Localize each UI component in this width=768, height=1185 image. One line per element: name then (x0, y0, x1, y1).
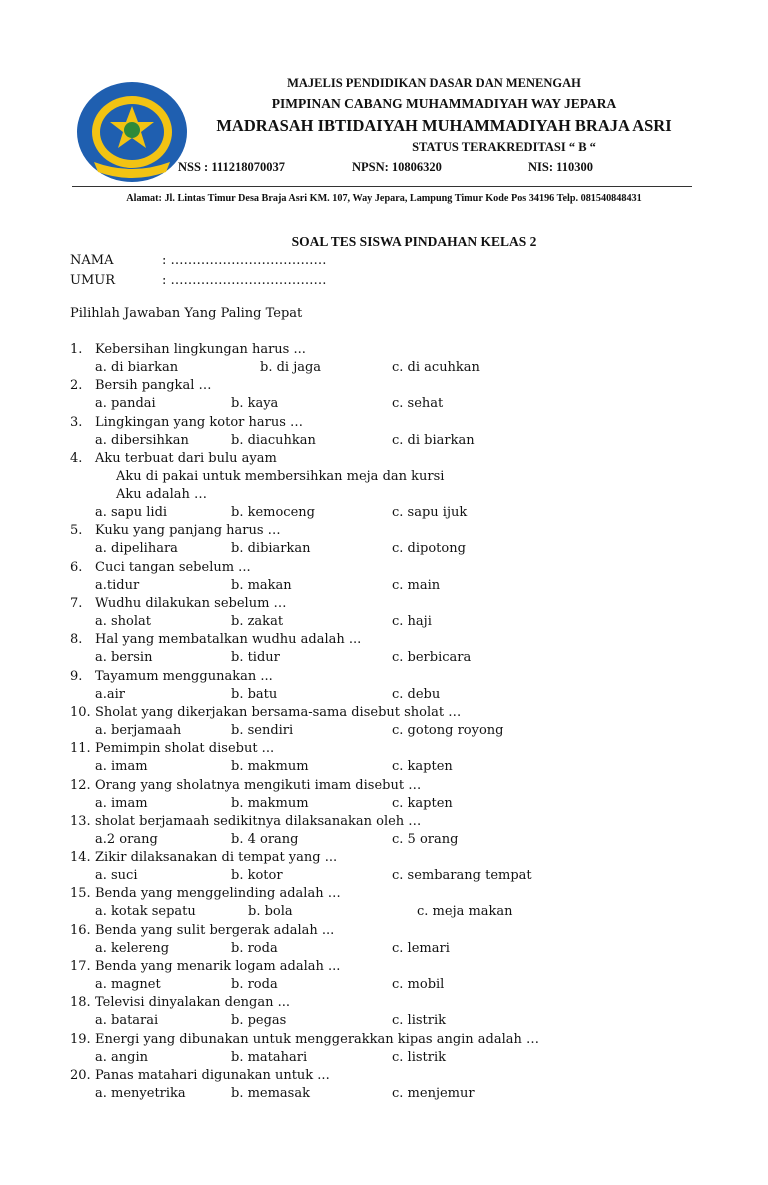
option-c: c. sembarang tempat (392, 868, 532, 884)
question (70, 778, 710, 814)
option-c: c. 5 orang (392, 831, 459, 847)
option-a: a. dipelihara (95, 541, 178, 557)
option-b: b. memasak (231, 1085, 310, 1101)
question-number: 12. (70, 777, 91, 793)
option-a: a. di biarkan (95, 360, 179, 375)
question (70, 1032, 710, 1068)
question (70, 342, 710, 378)
option-b: b. zakat (231, 614, 284, 630)
option-c: c. di biarkan (392, 432, 475, 448)
letterhead (0, 0, 768, 230)
question-number: 3. (70, 414, 83, 430)
question-text: Aku terbuat dari bulu ayam (95, 450, 277, 466)
question-number: 6. (70, 559, 83, 575)
question-text: Cuci tangan sebelum ... (95, 559, 251, 575)
option-c: c. di acuhkan (392, 360, 480, 375)
question-number: 17. (70, 959, 91, 975)
question-text: Wudhu dilakukan sebelum … (95, 596, 287, 612)
nss: NSS : 111218070037 (178, 160, 285, 174)
option-c: c. listrik (392, 1013, 447, 1029)
question-text: Tayamum menggunakan ... (95, 668, 273, 684)
question-text: Panas matahari digunakan untuk ... (95, 1067, 330, 1083)
header-rule (72, 186, 692, 187)
option-c: c. kapten (392, 795, 453, 811)
option-c: c. kapten (392, 759, 453, 775)
question (70, 923, 710, 959)
option-a: a. imam (95, 759, 148, 775)
question-number: 11. (70, 741, 91, 757)
question-text: Lingkingan yang kotor harus … (95, 414, 304, 430)
question-number: 14. (70, 850, 91, 866)
option-a: a.air (95, 686, 126, 702)
question-text: Energi yang dibunakan untuk menggerakkan kipas angin adalah … (95, 1031, 540, 1047)
question-text: Hal yang membatalkan wudhu adalah ... (95, 632, 362, 648)
school-ids (0, 160, 768, 176)
option-c: c. haji (392, 614, 432, 630)
option-a: a. suci (95, 868, 138, 884)
question (70, 560, 710, 596)
question-number: 18. (70, 995, 91, 1011)
question-text: sholat berjamaah sedikitnya dilaksanakan oleh … (95, 813, 422, 829)
question-number: 16. (70, 922, 91, 938)
option-b: b. makan (231, 577, 292, 593)
option-a: a. imam (95, 795, 148, 811)
option-b: b. di jaga (260, 360, 322, 375)
question-list (70, 342, 710, 1104)
name-blank: : ……………………………… (162, 253, 327, 268)
option-a: a. angin (95, 1049, 148, 1065)
option-c: c. berbicara (392, 650, 472, 666)
instruction: Pilihlah Jawaban Yang Paling Tepat (70, 306, 303, 321)
option-c: c. menjemur (392, 1085, 475, 1101)
question-number: 19. (70, 1031, 91, 1047)
option-c: c. meja makan (417, 904, 513, 920)
option-b: b. dibiarkan (231, 541, 311, 557)
option-c: c. dipotong (392, 541, 466, 557)
age-blank: : ……………………………… (162, 273, 327, 288)
question-text: Kuku yang panjang harus … (95, 523, 281, 539)
option-b: b. batu (231, 686, 278, 702)
question-number: 4. (70, 450, 83, 466)
question (70, 415, 710, 451)
option-a: a. sapu lidi (95, 504, 168, 520)
question (70, 886, 710, 922)
header-school-name: MADRASAH IBTIDAIYAH MUHAMMADIYAH BRAJA ASRI (216, 116, 672, 135)
question-text: Benda yang sulit bergerak adalah ... (95, 922, 335, 938)
question-text-line: Aku di pakai untuk membersihkan meja dan kursi (116, 468, 445, 484)
option-a: a. menyetrika (95, 1085, 186, 1101)
age-label: UMUR (70, 273, 116, 288)
option-a: a. dibersihkan (95, 432, 189, 448)
option-a: a. batarai (95, 1013, 159, 1029)
question (70, 523, 710, 559)
question-text: Bersih pangkal … (95, 378, 212, 394)
option-b: b. makmum (231, 759, 309, 775)
option-a: a. pandai (95, 396, 156, 412)
question-number: 15. (70, 886, 91, 902)
question-text: Pemimpin sholat disebut ... (95, 741, 275, 757)
header-branch: PIMPINAN CABANG MUHAMMADIYAH WAY JEPARA (271, 96, 617, 111)
nis: NIS: 110300 (528, 160, 593, 174)
question-text: Zikir dilaksanakan di tempat yang ... (95, 850, 338, 866)
option-a: a. magnet (95, 977, 161, 993)
question (70, 1068, 710, 1104)
option-c: c. lemari (392, 940, 450, 956)
npsn: NPSN: 10806320 (352, 160, 442, 174)
option-c: c. gotong royong (392, 722, 504, 738)
question-text: Sholat yang dikerjakan bersama-sama disebut sholat … (95, 704, 462, 720)
question-text: Benda yang menarik logam adalah ... (95, 959, 341, 975)
question (70, 959, 710, 995)
question-text: Kebersihan lingkungan harus ... (95, 342, 306, 357)
option-b: b. kaya (231, 396, 279, 412)
option-a: a. bersin (95, 650, 153, 666)
option-a: a. kotak sepatu (95, 904, 196, 920)
option-b: b. roda (231, 977, 278, 993)
question (70, 705, 710, 741)
question (70, 669, 710, 705)
option-a: a.2 orang (95, 831, 158, 847)
question (70, 850, 710, 886)
option-c: c. sapu ijuk (392, 504, 468, 520)
question-number: 8. (70, 632, 83, 648)
question (70, 451, 710, 524)
question-number: 1. (70, 342, 83, 357)
option-c: c. main (392, 577, 441, 593)
option-a: a. kelereng (95, 940, 170, 956)
option-b: b. tidur (231, 650, 280, 666)
option-a: a. berjamaah (95, 722, 182, 738)
school-address: Alamat: Jl. Lintas Timur Desa Braja Asri KM. 107, Way Jepara, Lampung Timur Kode Pos 34196 Telp. 081540848431 (126, 193, 642, 204)
option-b: b. kotor (231, 868, 283, 884)
question-number: 7. (70, 596, 83, 612)
question (70, 741, 710, 777)
option-a: a.tidur (95, 577, 140, 593)
question (70, 596, 710, 632)
question-number: 5. (70, 523, 83, 539)
option-b: b. diacuhkan (231, 432, 316, 448)
header-accreditation: STATUS TERAKREDITASI “ B “ (412, 140, 596, 154)
option-b: b. 4 orang (231, 831, 299, 847)
question (70, 632, 710, 668)
option-b: b. sendiri (231, 722, 294, 738)
option-c: c. mobil (392, 977, 445, 993)
question-text: Benda yang menggelinding adalah … (95, 886, 341, 902)
option-b: b. pegas (231, 1013, 287, 1029)
page-title: SOAL TES SISWA PINDAHAN KELAS 2 (291, 234, 537, 249)
question (70, 378, 710, 414)
question (70, 814, 710, 850)
question-number: 10. (70, 704, 91, 720)
header-council: MAJELIS PENDIDIKAN DASAR DAN MENENGAH (287, 76, 581, 90)
question-number: 2. (70, 378, 83, 394)
question-number: 20. (70, 1067, 91, 1083)
option-c: c. listrik (392, 1049, 447, 1065)
name-label: NAMA (70, 253, 114, 268)
option-b: b. roda (231, 940, 278, 956)
option-a: a. sholat (95, 614, 152, 630)
question-number: 13. (70, 813, 91, 829)
option-b: b. matahari (231, 1049, 308, 1065)
option-b: b. makmum (231, 795, 309, 811)
option-b: b. bola (248, 904, 293, 920)
question-text: Orang yang sholatnya mengikuti imam disebut … (95, 777, 422, 793)
option-c: c. sehat (392, 396, 444, 412)
question (70, 995, 710, 1031)
question-text-line: Aku adalah … (116, 486, 208, 502)
question-number: 9. (70, 668, 83, 684)
question-text: Televisi dinyalakan dengan ... (95, 995, 291, 1011)
option-c: c. debu (392, 686, 441, 702)
option-b: b. kemoceng (231, 504, 315, 520)
